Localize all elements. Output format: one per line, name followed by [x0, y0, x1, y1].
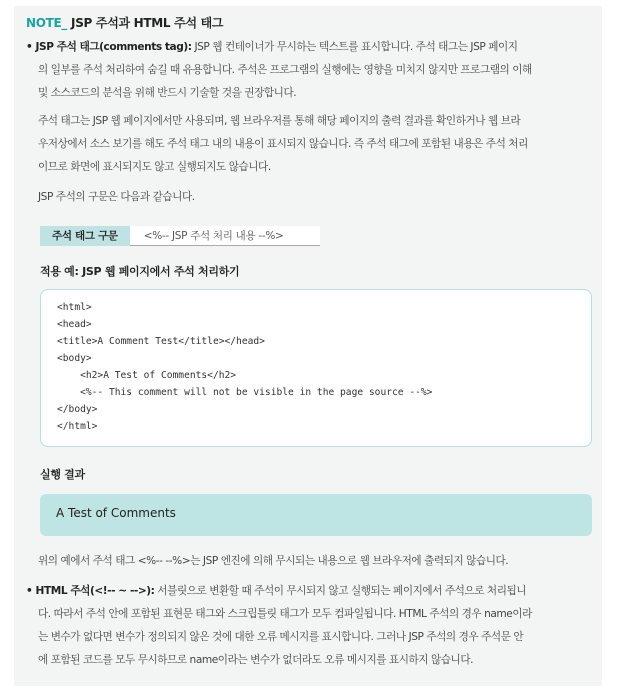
code-line: <%-- This comment will not be visible in the page source --%> [57, 387, 433, 398]
html-comment-text-1: 서블릿으로 변환할 때 주석이 무시되지 않고 실행되는 페이지에서 주석으로 처리됩니 [154, 585, 527, 597]
para2-line-2: 우저상에서 소스 보기를 해도 주석 태그 내의 내용이 표시되지 않습니다. 즉 주석 태그에 포함된 내용은 주석 처리 [38, 138, 528, 150]
syntax-box [40, 226, 320, 246]
result-text: A Test of Comments [56, 506, 176, 520]
syntax-label: 주석 태그 구문 [40, 226, 130, 246]
jsp-comment-line-3: 및 소스코드의 분석을 위해 반드시 기술할 것을 권장합니다. [38, 87, 297, 99]
html-comment-line-3: 는 변수가 없다면 변수가 정의되지 않은 것에 대한 오류 메시지를 표시합니다. 그러나 JSP 주석의 경우 주석문 안 [38, 631, 524, 643]
syntax-intro: JSP 주석의 구문은 다음과 같습니다. [38, 191, 195, 203]
code-line: <html> [57, 302, 92, 313]
html-comment-line-4: 에 포함된 코드를 모두 무시하므로 name이라는 변수가 없더라도 오류 메시지를 표시하지 않습니다. [38, 654, 474, 666]
code-line: </html> [57, 421, 98, 432]
note-card [14, 6, 602, 686]
jsp-comment-text-1: JSP 웹 컨테이너가 무시하는 텍스트를 표시합니다. 주석 태그는 JSP 페이지 [191, 41, 518, 53]
syntax-value: <%-- JSP 주석 처리 내용 --%> [130, 226, 320, 246]
jsp-comment-head: • JSP 주석 태그(comments tag): [26, 41, 192, 53]
note-title-text: JSP 주석과 HTML 주석 태그 [71, 16, 224, 30]
code-block [40, 289, 592, 447]
code-line: <h2>A Test of Comments</h2> [57, 370, 237, 381]
code-line: <head> [57, 319, 92, 330]
code-line: </body> [57, 404, 98, 415]
html-comment-line-2: 다. 따라서 주석 안에 포함된 표현문 태그와 스크립틀릿 태그가 모두 컴파일됩니다. HTML 주석의 경우 name이라 [38, 608, 532, 620]
para2-line-3: 이므로 화면에 표시되지도 않고 실행되지도 않습니다. [38, 161, 271, 173]
example-title: 적용 예: JSP 웹 페이지에서 주석 처리하기 [40, 265, 240, 278]
para2-line-1: 주석 태그는 JSP 웹 페이지에서만 사용되며, 웹 브라우저를 통해 해당 페이지의 출력 결과를 확인하거나 웹 브라 [38, 115, 521, 127]
html-comment-line-1 [26, 580, 526, 603]
html-comment-head: • HTML 주석(<!-- ~ -->): [26, 585, 155, 597]
jsp-comment-line-2: 의 일부를 주석 처리하여 숨길 때 유용합니다. 주석은 프로그램의 실행에는 영향을 미치지 않지만 프로그램의 이해 [38, 64, 532, 76]
result-box [40, 494, 592, 536]
note-prefix: NOTE_ [26, 16, 68, 30]
after-result-text: 위의 예에서 주석 태그 <%-- --%>는 JSP 엔진에 의해 무시되는 내용으로 웹 브라우저에 출력되지 않습니다. [38, 555, 509, 567]
code-line: <title>A Comment Test</title></head> [57, 336, 265, 347]
code-line: <body> [57, 353, 92, 364]
jsp-comment-line-1 [26, 36, 518, 59]
result-title: 실행 결과 [40, 468, 85, 481]
note-title [26, 14, 223, 31]
